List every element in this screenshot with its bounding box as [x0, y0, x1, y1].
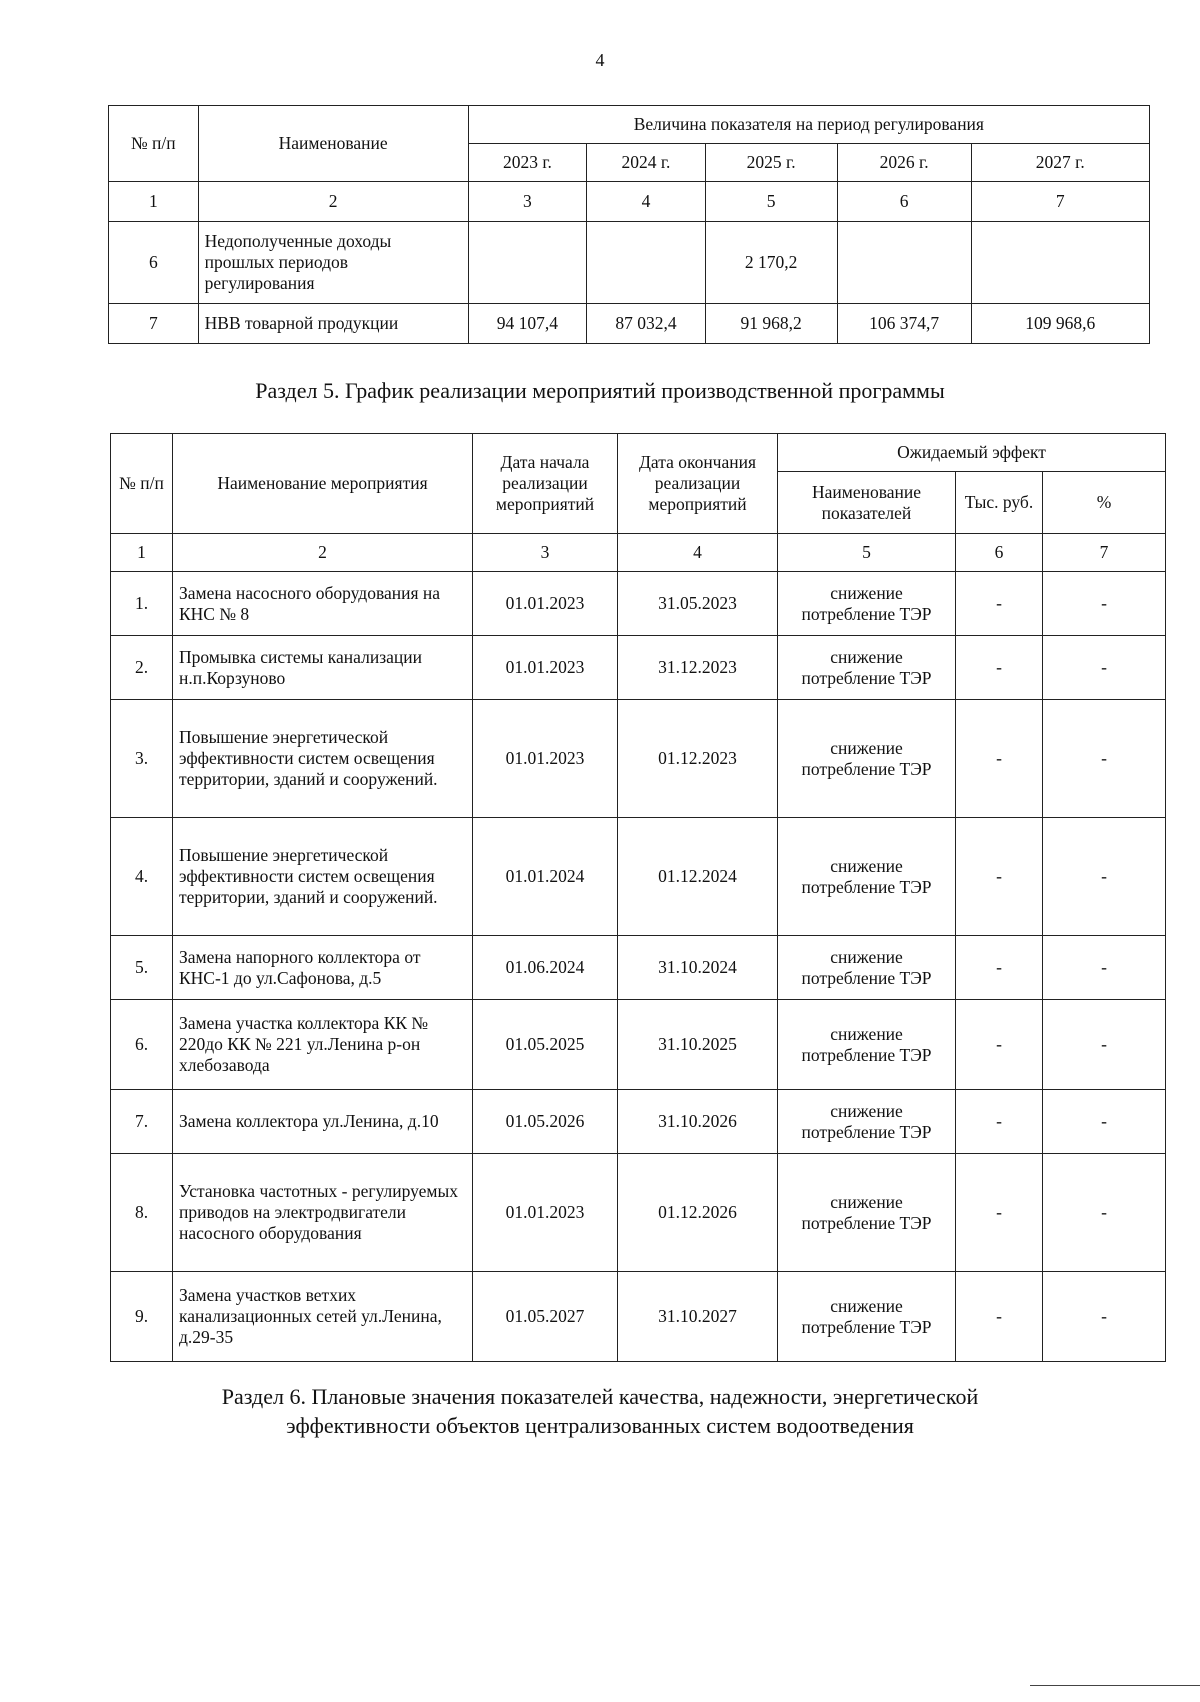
row-measure-name: Замена участков ветхих канализационных сетей ул.Ленина, д.29-35 — [173, 1272, 473, 1362]
t1-column-number-row — [109, 182, 1150, 222]
t2-header-percent: % — [1043, 472, 1166, 534]
t2-header-thousand-rub: Тыс. руб. — [956, 472, 1043, 534]
row-name: НВВ товарной продукции — [198, 304, 468, 344]
row-indicator: снижение потребление ТЭР — [778, 572, 956, 636]
row-indicator: снижение потребление ТЭР — [778, 700, 956, 818]
t1-column-number: 5 — [705, 182, 837, 222]
t1-header-year: 2027 г. — [971, 144, 1149, 182]
t1-header-year: 2026 г. — [837, 144, 971, 182]
row-value: 94 107,4 — [468, 304, 587, 344]
row-thousand-rub: - — [956, 1272, 1043, 1362]
row-start-date: 01.01.2023 — [473, 1154, 618, 1272]
section-6-title — [0, 1382, 1200, 1440]
table-row — [111, 1090, 1166, 1154]
table-row — [111, 1000, 1166, 1090]
table-row — [111, 1272, 1166, 1362]
section-6-title-line-1: Раздел 6. Плановые значения показателей качества, надежности, энергетической — [221, 1384, 979, 1409]
row-number: 6 — [109, 222, 199, 304]
t2-column-number: 3 — [473, 534, 618, 572]
row-number: 6. — [111, 1000, 173, 1090]
t1-header-name: Наименование — [198, 106, 468, 182]
table-row — [109, 222, 1150, 304]
row-measure-name: Промывка системы канализации н.п.Корзуново — [173, 636, 473, 700]
row-number: 2. — [111, 636, 173, 700]
t2-header-start-date: Дата начала реализации мероприятий — [473, 434, 618, 534]
t2-header-indicator: Наименование показателей — [778, 472, 956, 534]
page-number: 4 — [595, 50, 605, 70]
row-end-date: 31.10.2024 — [618, 936, 778, 1000]
row-start-date: 01.01.2023 — [473, 572, 618, 636]
table-row — [111, 818, 1166, 936]
row-value: 109 968,6 — [971, 304, 1149, 344]
row-start-date: 01.06.2024 — [473, 936, 618, 1000]
t2-column-number: 1 — [111, 534, 173, 572]
row-start-date: 01.01.2024 — [473, 818, 618, 936]
row-end-date: 01.12.2024 — [618, 818, 778, 936]
row-measure-name: Замена насосного оборудования на КНС № 8 — [173, 572, 473, 636]
row-percent: - — [1043, 1000, 1166, 1090]
row-end-date: 31.10.2025 — [618, 1000, 778, 1090]
row-percent: - — [1043, 636, 1166, 700]
row-indicator: снижение потребление ТЭР — [778, 1000, 956, 1090]
t1-header-year: 2023 г. — [468, 144, 587, 182]
t1-column-number: 7 — [971, 182, 1149, 222]
t2-column-number: 2 — [173, 534, 473, 572]
schedule-table — [110, 433, 1166, 1362]
table-row — [111, 636, 1166, 700]
t2-header-expected-effect: Ожидаемый эффект — [778, 434, 1166, 472]
t2-column-number: 6 — [956, 534, 1043, 572]
row-value: 91 968,2 — [705, 304, 837, 344]
t1-column-number: 2 — [198, 182, 468, 222]
row-value — [837, 222, 971, 304]
row-number: 8. — [111, 1154, 173, 1272]
row-indicator: снижение потребление ТЭР — [778, 1090, 956, 1154]
table-row — [111, 700, 1166, 818]
t1-header-year: 2025 г. — [705, 144, 837, 182]
bottom-divider — [1030, 1685, 1200, 1686]
row-percent: - — [1043, 700, 1166, 818]
row-value: 2 170,2 — [705, 222, 837, 304]
row-measure-name: Установка частотных - регулируемых приводов на электродвигатели насосного оборудования — [173, 1154, 473, 1272]
t2-column-number: 7 — [1043, 534, 1166, 572]
t1-column-number: 4 — [587, 182, 706, 222]
row-percent: - — [1043, 936, 1166, 1000]
row-number: 7 — [109, 304, 199, 344]
t2-header-number: № п/п — [111, 434, 173, 534]
row-percent: - — [1043, 1272, 1166, 1362]
row-percent: - — [1043, 572, 1166, 636]
t2-column-number: 4 — [618, 534, 778, 572]
t1-column-number: 6 — [837, 182, 971, 222]
row-thousand-rub: - — [956, 936, 1043, 1000]
row-measure-name: Замена участка коллектора КК № 220до КК № 221 ул.Ленина р-он хлебозавода — [173, 1000, 473, 1090]
row-value — [587, 222, 706, 304]
row-start-date: 01.01.2023 — [473, 700, 618, 818]
section-5-title: Раздел 5. График реализации мероприятий производственной программы — [255, 378, 945, 403]
row-percent: - — [1043, 1154, 1166, 1272]
row-thousand-rub: - — [956, 1154, 1043, 1272]
row-thousand-rub: - — [956, 818, 1043, 936]
row-start-date: 01.01.2023 — [473, 636, 618, 700]
row-start-date: 01.05.2026 — [473, 1090, 618, 1154]
row-end-date: 01.12.2023 — [618, 700, 778, 818]
row-measure-name: Замена напорного коллектора от КНС-1 до ул.Сафонова, д.5 — [173, 936, 473, 1000]
row-indicator: снижение потребление ТЭР — [778, 636, 956, 700]
row-measure-name: Повышение энергетической эффективности систем освещения территории, зданий и сооружений. — [173, 818, 473, 936]
row-start-date: 01.05.2027 — [473, 1272, 618, 1362]
row-thousand-rub: - — [956, 636, 1043, 700]
row-percent: - — [1043, 1090, 1166, 1154]
t2-column-number-row — [111, 534, 1166, 572]
row-indicator: снижение потребление ТЭР — [778, 1154, 956, 1272]
row-indicator: снижение потребление ТЭР — [778, 1272, 956, 1362]
row-end-date: 31.10.2027 — [618, 1272, 778, 1362]
row-indicator: снижение потребление ТЭР — [778, 936, 956, 1000]
row-number: 7. — [111, 1090, 173, 1154]
t2-header-end-date: Дата окончания реализации мероприятий — [618, 434, 778, 534]
t2-column-number: 5 — [778, 534, 956, 572]
row-thousand-rub: - — [956, 700, 1043, 818]
row-number: 1. — [111, 572, 173, 636]
t1-column-number: 3 — [468, 182, 587, 222]
row-name: Недополученные доходы прошлых периодов регулирования — [198, 222, 468, 304]
table-row — [111, 936, 1166, 1000]
row-number: 9. — [111, 1272, 173, 1362]
row-measure-name: Замена коллектора ул.Ленина, д.10 — [173, 1090, 473, 1154]
table-row — [111, 1154, 1166, 1272]
regulation-values-table — [108, 105, 1150, 344]
row-number: 4. — [111, 818, 173, 936]
row-value: 87 032,4 — [587, 304, 706, 344]
section-6-title-line-2: эффективности объектов централизованных систем водоотведения — [286, 1413, 914, 1438]
table-row — [111, 572, 1166, 636]
row-number: 3. — [111, 700, 173, 818]
row-end-date: 31.12.2023 — [618, 636, 778, 700]
row-value — [971, 222, 1149, 304]
t1-header-period-group: Величина показателя на период регулирования — [468, 106, 1149, 144]
row-measure-name: Повышение энергетической эффективности систем освещения территории, зданий и сооружений. — [173, 700, 473, 818]
row-thousand-rub: - — [956, 572, 1043, 636]
row-end-date: 31.10.2026 — [618, 1090, 778, 1154]
row-thousand-rub: - — [956, 1090, 1043, 1154]
row-thousand-rub: - — [956, 1000, 1043, 1090]
row-end-date: 31.05.2023 — [618, 572, 778, 636]
t1-header-year: 2024 г. — [587, 144, 706, 182]
table-row — [109, 304, 1150, 344]
row-percent: - — [1043, 818, 1166, 936]
row-indicator: снижение потребление ТЭР — [778, 818, 956, 936]
t1-header-number: № п/п — [109, 106, 199, 182]
row-start-date: 01.05.2025 — [473, 1000, 618, 1090]
row-value: 106 374,7 — [837, 304, 971, 344]
row-number: 5. — [111, 936, 173, 1000]
row-value — [468, 222, 587, 304]
row-end-date: 01.12.2026 — [618, 1154, 778, 1272]
t1-column-number: 1 — [109, 182, 199, 222]
t2-header-name: Наименование мероприятия — [173, 434, 473, 534]
